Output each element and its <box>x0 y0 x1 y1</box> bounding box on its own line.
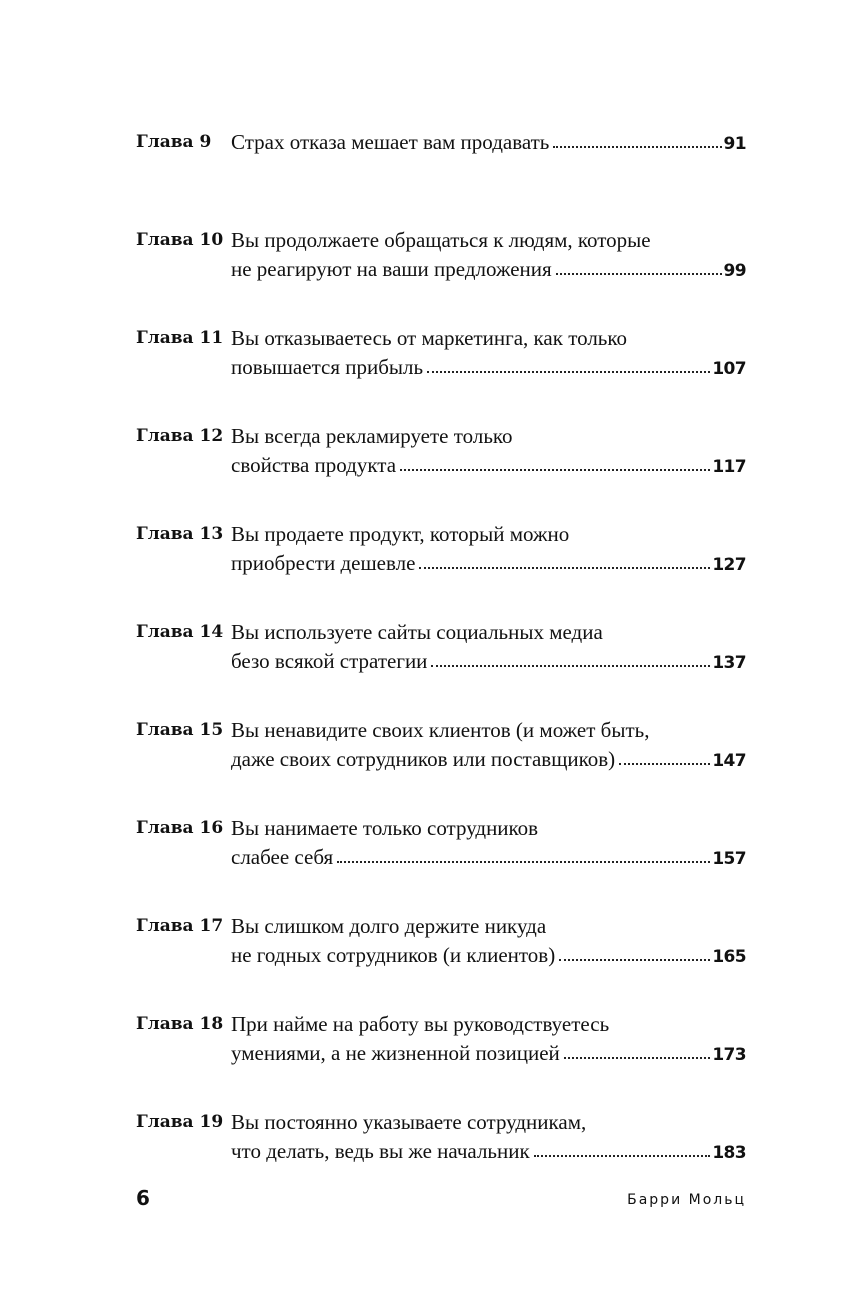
chapter-title-last-line <box>231 255 746 284</box>
chapter-page-number: 173 <box>712 1045 746 1065</box>
chapter-title <box>231 422 746 480</box>
toc-entry <box>136 912 746 1010</box>
chapter-title-line: Вы постоянно указываете сотрудникам, <box>231 1110 587 1134</box>
chapter-title <box>231 128 746 157</box>
chapter-title <box>231 226 746 284</box>
chapter-page-number: 99 <box>723 261 746 281</box>
chapter-label: Глава 16 <box>136 818 224 838</box>
chapter-title <box>231 912 746 970</box>
chapter-title-line: Вы слишком долго держите никуда <box>231 914 547 938</box>
chapter-label: Глава 19 <box>136 1112 224 1132</box>
dot-leader <box>337 855 710 863</box>
dot-leader <box>553 140 721 148</box>
chapter-page-number: 183 <box>712 1143 746 1163</box>
dot-leader <box>427 365 710 373</box>
toc-entry <box>136 324 746 422</box>
toc-entry <box>136 1010 746 1108</box>
dot-leader <box>534 1149 711 1157</box>
chapter-title-last-line <box>231 647 746 676</box>
chapter-page-number: 117 <box>712 457 746 477</box>
toc-entry <box>136 814 746 912</box>
chapter-title-line: не годных сотрудников (и клиентов) <box>231 943 556 967</box>
toc-entry <box>136 520 746 618</box>
chapter-title <box>231 716 746 774</box>
chapter-title-last-line <box>231 1039 746 1068</box>
chapter-title-last-line <box>231 353 746 382</box>
dot-leader <box>400 463 710 471</box>
chapter-title-line: не реагируют на ваши предложения <box>231 257 552 281</box>
chapter-title-line: Вы отказываетесь от маркетинга, как только <box>231 326 628 350</box>
dot-leader <box>431 659 710 667</box>
chapter-title-line: слабее себя <box>231 845 334 869</box>
toc-entry <box>136 226 746 324</box>
chapter-label: Глава 17 <box>136 916 224 936</box>
chapter-title-last-line <box>231 843 746 872</box>
chapter-title-line: умениями, а не жизненной позицией <box>231 1041 560 1065</box>
chapter-title-line: Вы ненавидите своих клиентов (и может быть, <box>231 718 650 742</box>
chapter-page-number: 91 <box>723 134 746 154</box>
dot-leader <box>556 267 722 275</box>
chapter-title-line: Страх отказа мешает вам продавать <box>231 130 550 154</box>
chapter-page-number: 147 <box>712 751 746 771</box>
chapter-title <box>231 618 746 676</box>
dot-leader <box>419 561 710 569</box>
dot-leader <box>559 953 710 961</box>
chapter-title-last-line <box>231 941 746 970</box>
chapter-label: Глава 10 <box>136 230 224 250</box>
toc-entry <box>136 716 746 814</box>
toc-entry <box>136 128 746 226</box>
chapter-title <box>231 520 746 578</box>
chapter-label: Глава 11 <box>136 328 224 348</box>
page-number: 6 <box>136 1186 150 1210</box>
chapter-title-line: свойства продукта <box>231 453 397 477</box>
chapter-title-line: Вы продаете продукт, который можно <box>231 522 570 546</box>
chapter-title-line: безо всякой стратегии <box>231 649 428 673</box>
chapter-page-number: 165 <box>712 947 746 967</box>
chapter-title-last-line <box>231 128 746 157</box>
chapter-title <box>231 1010 746 1068</box>
chapter-title-line: Вы продолжаете обращаться к людям, которые <box>231 228 651 252</box>
chapter-label: Глава 14 <box>136 622 224 642</box>
chapter-title-last-line <box>231 451 746 480</box>
chapter-label: Глава 18 <box>136 1014 224 1034</box>
chapter-label: Глава 9 <box>136 132 212 152</box>
chapter-title-line: При найме на работу вы руководствуетесь <box>231 1012 610 1036</box>
chapter-title-line: даже своих сотрудников или поставщиков) <box>231 747 616 771</box>
dot-leader <box>619 757 710 765</box>
chapter-title-line: Вы используете сайты социальных медиа <box>231 620 603 644</box>
chapter-title-last-line <box>231 745 746 774</box>
chapter-label: Глава 12 <box>136 426 224 446</box>
chapter-title-line: повышается прибыль <box>231 355 424 379</box>
chapter-page-number: 107 <box>712 359 746 379</box>
chapter-title-line: Вы всегда рекламируете только <box>231 424 513 448</box>
chapter-label: Глава 13 <box>136 524 224 544</box>
chapter-title-line: приобрести дешевле <box>231 551 416 575</box>
chapter-page-number: 157 <box>712 849 746 869</box>
running-footer-author: Барри Мольц <box>627 1192 746 1208</box>
toc-entry <box>136 618 746 716</box>
chapter-title-line: Вы нанимаете только сотрудников <box>231 816 539 840</box>
chapter-page-number: 127 <box>712 555 746 575</box>
chapter-title-last-line <box>231 549 746 578</box>
chapter-title <box>231 1108 746 1166</box>
chapter-page-number: 137 <box>712 653 746 673</box>
toc-entry <box>136 422 746 520</box>
dot-leader <box>564 1051 711 1059</box>
chapter-title-line: что делать, ведь вы же начальник <box>231 1139 530 1163</box>
chapter-label: Глава 15 <box>136 720 224 740</box>
chapter-title-last-line <box>231 1137 746 1166</box>
chapter-title <box>231 814 746 872</box>
chapter-title <box>231 324 746 382</box>
table-of-contents <box>136 128 746 1206</box>
